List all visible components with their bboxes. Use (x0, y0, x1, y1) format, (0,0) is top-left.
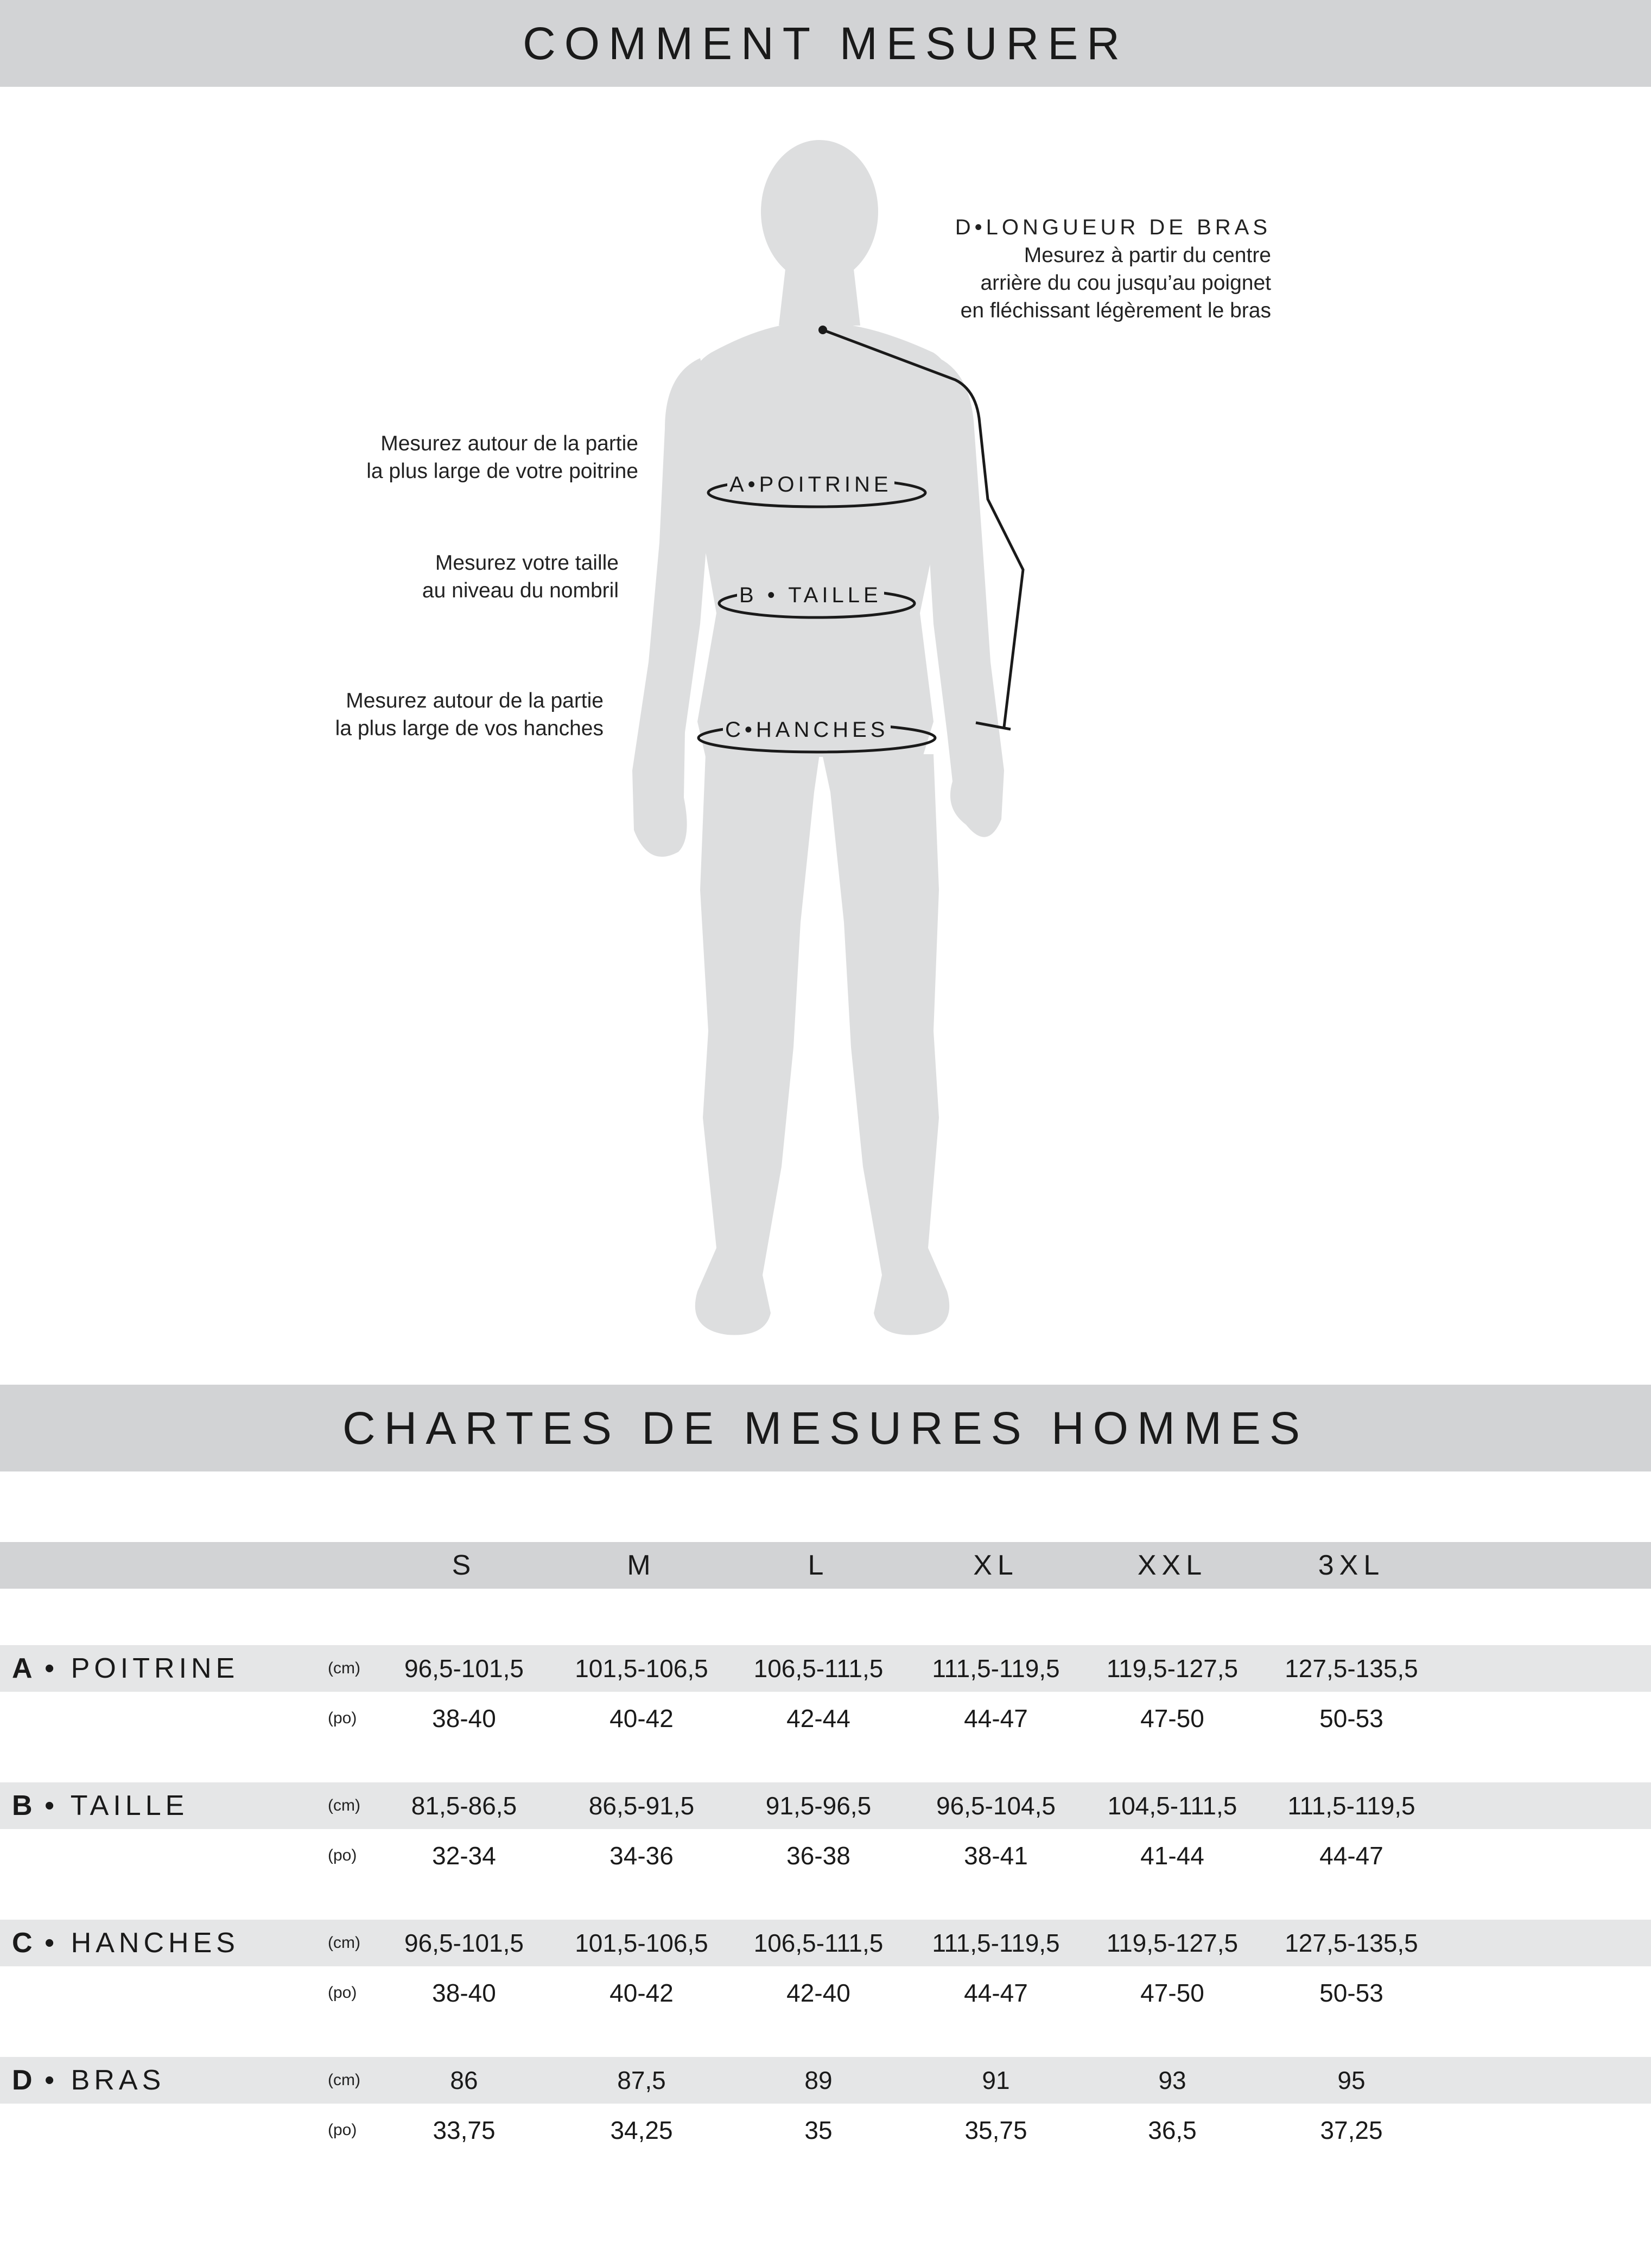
measurement-letter: C (12, 1927, 33, 1959)
hips-label: C•HANCHES (723, 717, 891, 742)
measurement-name (12, 1920, 239, 1966)
measurement-letter: A (12, 1653, 33, 1684)
bullet: • (32, 1790, 71, 1821)
table-cell: 101,5-106,5 (575, 1929, 708, 1957)
measurement-label: BRAS (71, 2065, 166, 2096)
table-cell: 111,5-119,5 (1287, 1792, 1415, 1820)
table-row (0, 1832, 1651, 1879)
table-cell: 127,5-135,5 (1285, 1929, 1418, 1957)
table-cell: 47-50 (1140, 1704, 1204, 1732)
table-cell: 106,5-111,5 (753, 1929, 884, 1957)
table-cell: 44-47 (964, 1979, 1028, 2007)
chest-note-line: la plus large de votre poitrine (366, 460, 638, 483)
arm-note-line: arrière du cou jusqu’au poignet (980, 271, 1271, 295)
table-cell: 95 (1337, 2066, 1366, 2094)
table-cell: 35,75 (964, 2116, 1027, 2144)
table-cell: 119,5-127,5 (1106, 1654, 1239, 1683)
size-l: L (808, 1550, 829, 1581)
measurement-label: POITRINE (71, 1653, 239, 1684)
size-3xl: 3XL (1318, 1550, 1385, 1581)
unit-label: (po) (328, 1709, 357, 1727)
table-cell: 36,5 (1148, 2116, 1197, 2144)
table-cell: 96,5-104,5 (936, 1792, 1056, 1820)
table-cell: 50-53 (1319, 1979, 1383, 2007)
table-cell: 91,5-96,5 (765, 1792, 872, 1820)
how-to-measure-header (0, 0, 1651, 87)
table-row (0, 1695, 1651, 1742)
table-cell: 32-34 (432, 1842, 496, 1870)
table-cell: 106,5-111,5 (753, 1654, 884, 1683)
size-chart-header (0, 1385, 1651, 1471)
table-cell: 96,5-101,5 (404, 1929, 524, 1957)
unit-label: (cm) (328, 1796, 360, 1814)
table-cell: 42-44 (786, 1704, 850, 1732)
unit-label: (po) (328, 1846, 357, 1864)
waist-note (422, 549, 619, 604)
table-cell: 111,5-119,5 (932, 1929, 1060, 1957)
bullet: • (32, 1927, 71, 1959)
how-to-measure-title: COMMENT MESURER (523, 17, 1128, 69)
table-cell: 38-41 (964, 1842, 1028, 1870)
table-row (0, 1782, 1651, 1829)
table-cell: 33,75 (433, 2116, 496, 2144)
arm-length-start-dot (818, 326, 827, 334)
table-cell: 91 (982, 2066, 1010, 2094)
arm-length-title: D•LONGUEUR DE BRAS (955, 215, 1271, 239)
table-cell: 40-42 (609, 1704, 674, 1732)
size-chart-title: CHARTES DE MESURES HOMMES (342, 1402, 1309, 1454)
unit-label: (cm) (328, 1934, 360, 1952)
table-cell: 44-47 (964, 1704, 1028, 1732)
chest-note (366, 430, 638, 485)
table-cell: 50-53 (1319, 1704, 1383, 1732)
table-cell: 37,25 (1320, 2116, 1383, 2144)
table-cell: 89 (804, 2066, 833, 2094)
size-s: S (452, 1550, 477, 1581)
hips-note (335, 687, 604, 742)
table-cell: 93 (1158, 2066, 1186, 2094)
table-row (0, 2057, 1651, 2104)
table-cell: 47-50 (1140, 1979, 1204, 2007)
table-cell: 87,5 (617, 2066, 666, 2094)
arm-length-note (955, 214, 1271, 324)
size-xxl: XXL (1137, 1550, 1208, 1581)
table-cell: 111,5-119,5 (932, 1654, 1060, 1683)
waist-note-line: Mesurez votre taille (435, 551, 619, 575)
waist-note-line: au niveau du nombril (422, 579, 619, 602)
size-header-row (0, 1542, 1651, 1589)
hips-note-line: Mesurez autour de la partie (346, 689, 604, 712)
table-cell: 104,5-111,5 (1107, 1792, 1237, 1820)
table-cell: 40-42 (609, 1979, 674, 2007)
bullet: • (32, 1653, 71, 1684)
chest-note-line: Mesurez autour de la partie (380, 432, 638, 455)
measurement-letter: B (12, 1790, 33, 1821)
measurement-label: HANCHES (71, 1927, 239, 1959)
bullet: • (32, 2065, 71, 2096)
unit-label: (cm) (328, 1659, 360, 1677)
measurement-name (12, 1782, 188, 1829)
table-cell: 101,5-106,5 (575, 1654, 708, 1683)
table-cell: 86 (450, 2066, 478, 2094)
table-cell: 127,5-135,5 (1285, 1654, 1418, 1683)
table-cell: 81,5-86,5 (411, 1792, 517, 1820)
table-cell: 34-36 (609, 1842, 674, 1870)
table-cell: 42-40 (786, 1979, 850, 2007)
table-row (0, 1970, 1651, 2016)
table-cell: 34,25 (610, 2116, 673, 2144)
arm-note-line: Mesurez à partir du centre (1024, 244, 1271, 267)
waist-label: B • TAILLE (737, 583, 884, 608)
size-m: M (627, 1550, 656, 1581)
table-cell: 86,5-91,5 (588, 1792, 695, 1820)
unit-label: (cm) (328, 2071, 360, 2089)
table-cell: 35 (804, 2116, 833, 2144)
table-cell: 36-38 (786, 1842, 850, 1870)
arm-note-line: en fléchissant légèrement le bras (960, 299, 1271, 322)
table-row (0, 2107, 1651, 2154)
table-cell: 96,5-101,5 (404, 1654, 524, 1683)
table-row (0, 1645, 1651, 1692)
table-cell: 38-40 (432, 1979, 496, 2007)
unit-label: (po) (328, 2121, 357, 2139)
table-cell: 44-47 (1319, 1842, 1383, 1870)
measurement-label: TAILLE (70, 1790, 189, 1821)
table-row (0, 1920, 1651, 1966)
unit-label: (po) (328, 1984, 357, 2002)
size-xl: XL (973, 1550, 1019, 1581)
table-cell: 38-40 (432, 1704, 496, 1732)
measurement-name (12, 1645, 239, 1692)
chest-label: A•POITRINE (727, 472, 894, 497)
measurement-letter: D (12, 2065, 33, 2096)
measurement-name (12, 2057, 165, 2104)
table-cell: 119,5-127,5 (1106, 1929, 1239, 1957)
table-cell: 41-44 (1140, 1842, 1204, 1870)
hips-note-line: la plus large de vos hanches (335, 717, 604, 740)
